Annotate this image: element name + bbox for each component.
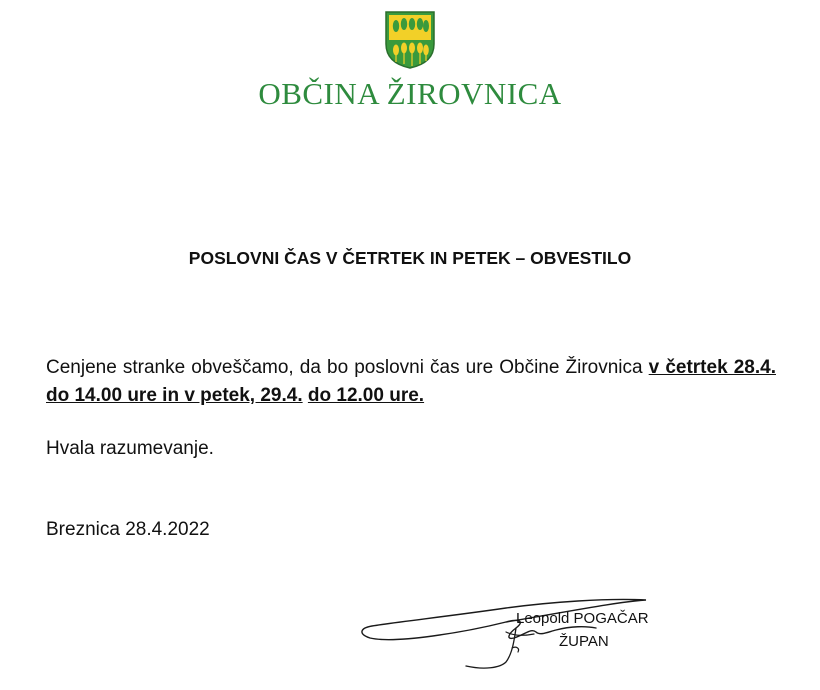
signer-title: ŽUPAN xyxy=(559,633,609,650)
notice-body-lead: Cenjene stranke obveščamo, da bo poslovni čas ure Občine Žirovnica xyxy=(46,357,649,378)
thanks-line: Hvala razumevanje. xyxy=(46,438,214,459)
signature-icon xyxy=(356,592,656,674)
municipality-name: OBČINA ŽIROVNICA xyxy=(258,76,562,111)
coat-of-arms-icon xyxy=(384,10,436,70)
notice-body-emphasis-thursday: v četrtek 28.4. do 14.00 ure in v petek, 29.4. xyxy=(46,357,776,406)
place-date: Breznica 28.4.2022 xyxy=(46,519,210,540)
notice-body xyxy=(46,354,776,410)
notice-body-emphasis-friday: do 12.00 ure. xyxy=(307,385,425,406)
notice-title: POSLOVNI ČAS V ČETRTEK IN PETEK – OBVESTILO xyxy=(188,248,632,268)
signer-name: Leopold POGAČAR xyxy=(516,610,649,627)
